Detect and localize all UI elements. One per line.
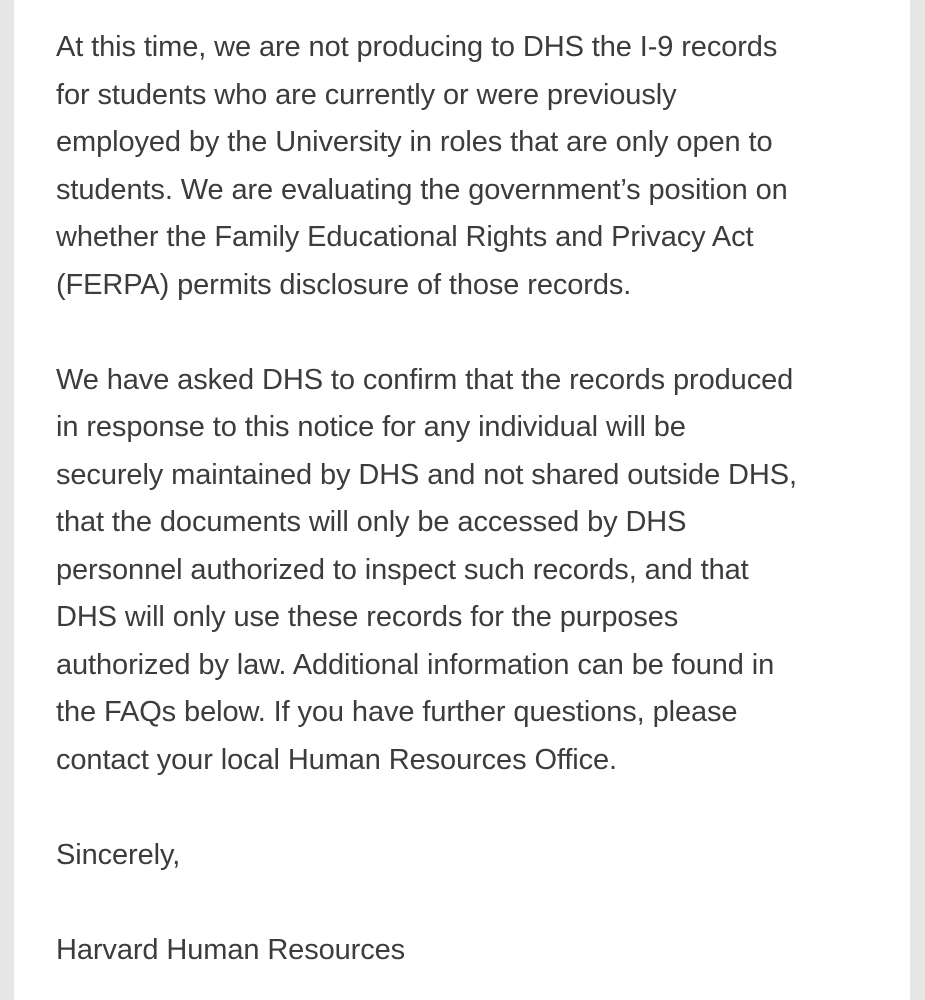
- paragraph-line: students. We are evaluating the government’s position on: [56, 173, 788, 206]
- paragraph-spacer: [56, 879, 876, 927]
- paragraph-line: DHS will only use these records for the purposes: [56, 601, 679, 633]
- email-body-panel: [14, 0, 910, 1000]
- paragraph-line: securely maintained by DHS and not shared outside DHS,: [56, 458, 797, 491]
- paragraph-line: the FAQs below. If you have further questions, please: [56, 696, 738, 728]
- paragraph-spacer: [56, 784, 876, 832]
- paragraph-line: At this time, we are not producing to DHS the I-9 records: [56, 31, 778, 63]
- paragraph-line: in response to this notice for any individual will be: [56, 411, 686, 443]
- closing-text: Sincerely,: [56, 838, 181, 871]
- paragraph-line: personnel authorized to inspect such records, and that: [56, 553, 749, 586]
- signature-text: Harvard Human Resources: [56, 933, 406, 966]
- paragraph-line: authorized by law. Additional information can be found in: [56, 648, 775, 681]
- paragraph-line: contact your local Human Resources Office.: [56, 743, 618, 776]
- paragraph-line: that the documents will only be accessed by DHS: [56, 506, 687, 538]
- paragraph-spacer: [56, 309, 876, 357]
- paragraph-2: [56, 357, 876, 785]
- paragraph-line: employed by the University in roles that are only open to: [56, 126, 773, 158]
- letter-content: [56, 24, 876, 974]
- paragraph-1: [56, 24, 876, 309]
- paragraph-line: for students who are currently or were previously: [56, 78, 677, 111]
- paragraph-line: (FERPA) permits disclosure of those records.: [56, 268, 632, 301]
- paragraph-line: We have asked DHS to confirm that the records produced: [56, 363, 794, 396]
- paragraph-line: whether the Family Educational Rights and Privacy Act: [56, 221, 754, 253]
